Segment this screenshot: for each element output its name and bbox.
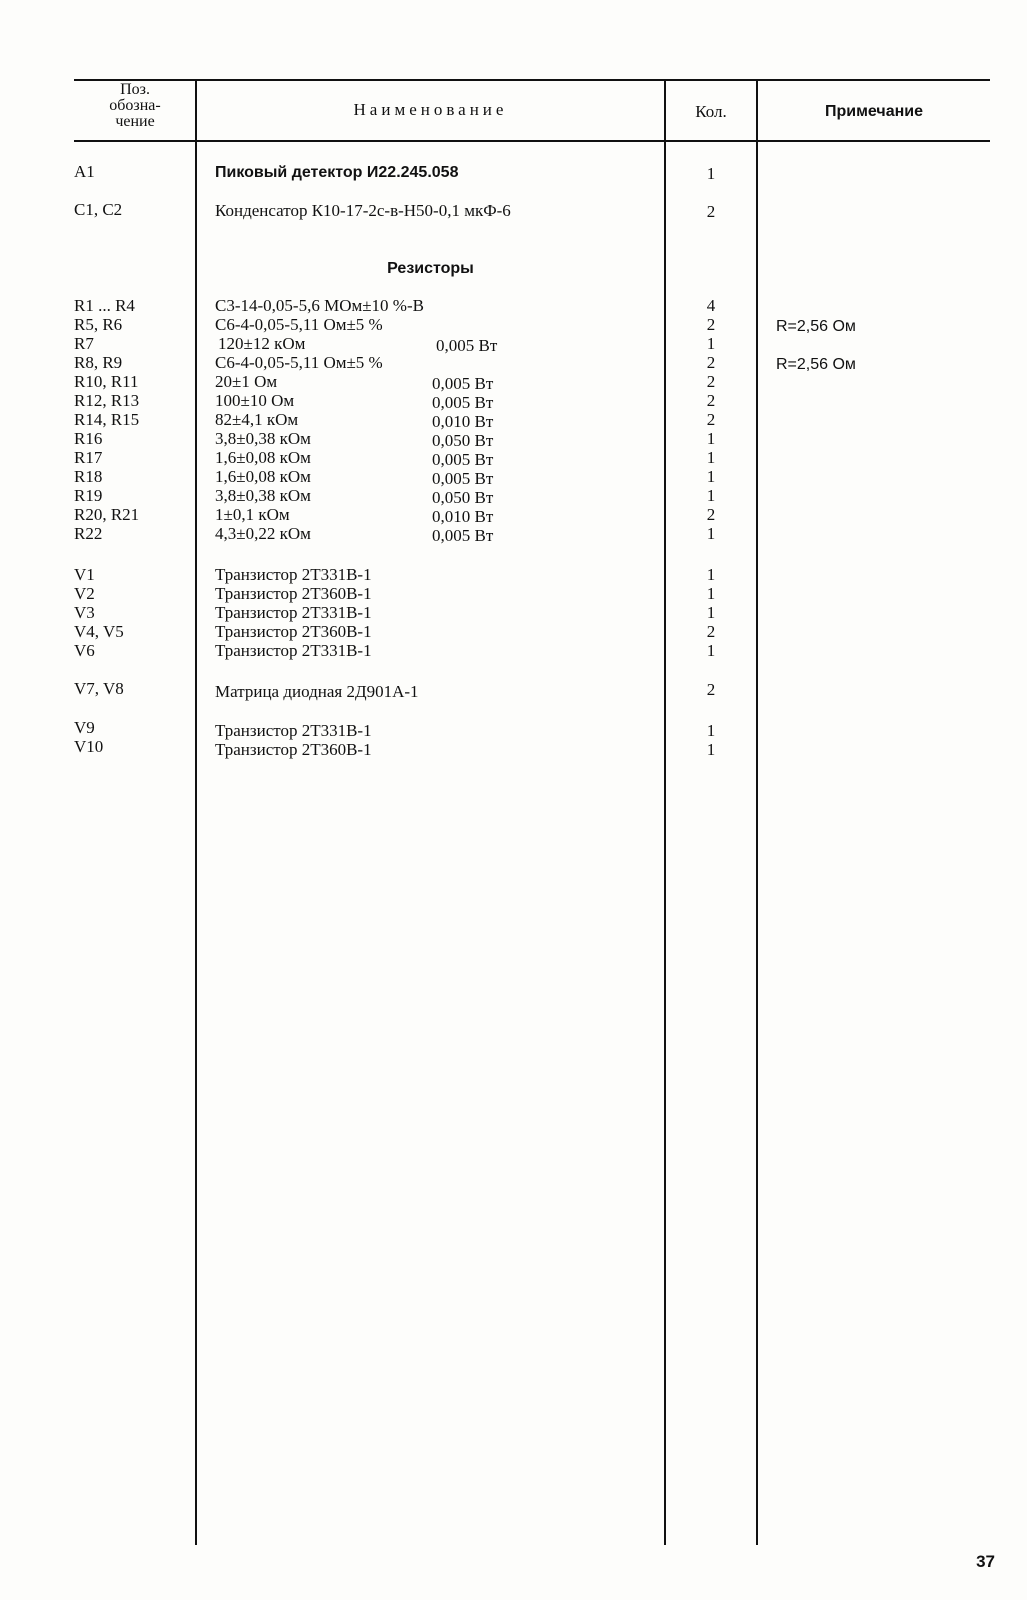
row-pos: V3 <box>74 603 95 622</box>
row-name: С6-4-0,05-5,11 Ом±5 % <box>215 353 383 372</box>
row-qty: 2 <box>706 372 716 391</box>
row-qty: 1 <box>706 164 716 183</box>
row-pos: V7, V8 <box>74 679 124 698</box>
page-number: 37 <box>976 1552 995 1571</box>
row-name: 1±0,1 кОм <box>215 505 290 524</box>
row-pos: V9 <box>74 718 95 737</box>
row-name: Транзистор 2Т360В-1 <box>215 740 372 759</box>
header-qty: Кол. <box>695 102 727 121</box>
row-pos: V6 <box>74 641 95 660</box>
row-qty: 2 <box>706 353 716 372</box>
header-bottom-rule <box>74 140 990 142</box>
col-divider-1 <box>195 79 197 1545</box>
row-qty: 2 <box>706 410 716 429</box>
row-qty: 1 <box>706 467 716 486</box>
header-name: Наименование <box>353 100 508 119</box>
row-power: 0,005 Вт <box>432 393 494 412</box>
row-power: 0,010 Вт <box>432 412 494 431</box>
row-pos: V4, V5 <box>74 622 124 641</box>
row-qty: 2 <box>706 391 716 410</box>
row-power: 0,050 Вт <box>432 488 494 507</box>
row-pos: R7 <box>74 334 94 353</box>
row-name: Транзистор 2Т331В-1 <box>215 603 372 622</box>
row-name: 3,8±0,38 кОм <box>215 429 311 448</box>
row-qty: 1 <box>706 486 716 505</box>
row-name: 1,6±0,08 кОм <box>215 448 311 467</box>
row-name: Транзистор 2Т331В-1 <box>215 721 372 740</box>
row-power: 0,005 Вт <box>436 336 498 355</box>
row-name: Транзистор 2Т331В-1 <box>215 641 372 660</box>
row-qty: 1 <box>706 641 716 660</box>
row-pos: R10, R11 <box>74 372 139 391</box>
row-pos: R5, R6 <box>74 315 123 334</box>
row-qty: 1 <box>706 334 716 353</box>
row-power: 0,050 Вт <box>432 431 494 450</box>
row-pos: R19 <box>74 486 103 505</box>
row-pos: R1 ... R4 <box>74 296 135 315</box>
row-name: 100±10 Ом <box>215 391 295 410</box>
row-qty: 4 <box>706 296 716 315</box>
row-qty: 2 <box>706 202 716 221</box>
row-name: С3-14-0,05-5,6 МОм±10 %-В <box>215 296 424 315</box>
row-pos: R20, R21 <box>74 505 140 524</box>
row-name: Конденсатор К10-17-2с-в-Н50-0,1 мкФ-6 <box>215 201 511 220</box>
row-pos: R16 <box>74 429 103 448</box>
row-pos: R22 <box>74 524 103 543</box>
row-name: Транзистор 2Т360В-1 <box>215 622 372 641</box>
header-pos: Поз. обозна- чение <box>109 81 161 130</box>
row-name: 1,6±0,08 кОм <box>215 467 311 486</box>
section-title: Резисторы <box>387 260 474 277</box>
row-pos: C1, C2 <box>74 200 123 219</box>
row-qty: 1 <box>706 740 716 759</box>
row-name: Матрица диодная 2Д901А-1 <box>215 682 419 701</box>
table-top-rule <box>74 79 990 81</box>
row-power: 0,005 Вт <box>432 450 494 469</box>
row-qty: 1 <box>706 448 716 467</box>
row-name: 120±12 кОм <box>218 334 306 353</box>
row-pos: V1 <box>74 565 95 584</box>
row-note: R=2,56 Ом <box>776 356 856 373</box>
row-pos: V10 <box>74 737 104 756</box>
row-qty: 2 <box>706 505 716 524</box>
row-name: 3,8±0,38 кОм <box>215 486 311 505</box>
row-qty: 1 <box>706 524 716 543</box>
row-pos: R14, R15 <box>74 410 140 429</box>
row-power: 0,010 Вт <box>432 507 494 526</box>
row-qty: 1 <box>706 565 716 584</box>
row-power: 0,005 Вт <box>432 469 494 488</box>
row-qty: 2 <box>706 622 716 641</box>
row-name: Транзистор 2Т331В-1 <box>215 565 372 584</box>
row-power: 0,005 Вт <box>432 374 494 393</box>
row-name: Пиковый детектор И22.245.058 <box>215 164 459 181</box>
row-note: R=2,56 Ом <box>776 318 856 335</box>
row-pos: R18 <box>74 467 103 486</box>
row-qty: 2 <box>706 680 716 699</box>
row-qty: 2 <box>706 315 716 334</box>
row-power: 0,005 Вт <box>432 526 494 545</box>
row-name: 82±4,1 кОм <box>215 410 299 429</box>
row-pos: V2 <box>74 584 95 603</box>
row-name: 4,3±0,22 кОм <box>215 524 311 543</box>
row-name: 20±1 Ом <box>215 372 278 391</box>
header-note: Примечание <box>824 103 924 120</box>
row-qty: 1 <box>706 584 716 603</box>
row-pos: R12, R13 <box>74 391 140 410</box>
row-pos: R17 <box>74 448 103 467</box>
row-pos: R8, R9 <box>74 353 123 372</box>
row-qty: 1 <box>706 721 716 740</box>
row-qty: 1 <box>706 603 716 622</box>
row-qty: 1 <box>706 429 716 448</box>
row-pos: A1 <box>74 162 95 181</box>
row-name: Транзистор 2Т360В-1 <box>215 584 372 603</box>
row-name: С6-4-0,05-5,11 Ом±5 % <box>215 315 383 334</box>
